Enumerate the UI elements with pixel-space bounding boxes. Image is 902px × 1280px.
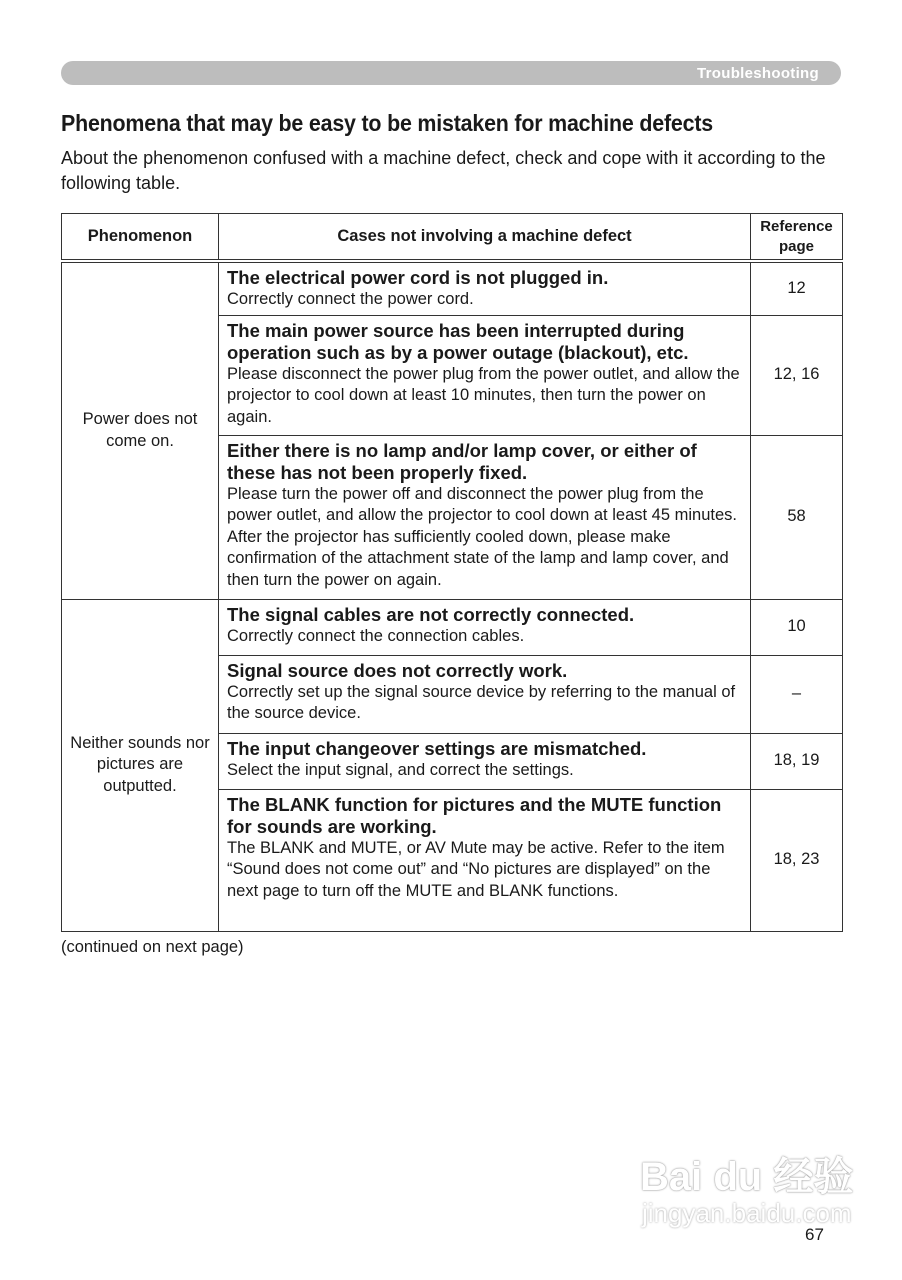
case-description: Select the input signal, and correct the settings. [227, 760, 574, 779]
case-title: The input changeover settings are mismatched. [227, 737, 647, 759]
case-description: Correctly connect the connection cables. [227, 626, 525, 645]
case-description: Correctly connect the power cord. [227, 290, 474, 308]
case-title: The signal cables are not correctly connected. [227, 603, 635, 625]
reference-page-cell: 58 [751, 435, 843, 599]
case-cell [219, 655, 751, 733]
table-row [62, 261, 843, 315]
table-header-row [62, 214, 843, 262]
phenomenon-cell: Power does not come on. [62, 261, 219, 599]
table-row [62, 599, 843, 655]
section-header-bar [61, 61, 841, 85]
reference-page-cell: 12, 16 [751, 315, 843, 435]
case-cell [219, 733, 751, 789]
page-title: Phenomena that may be easy to be mistaken for machine defects [61, 110, 713, 136]
case-cell [219, 435, 751, 599]
case-title: Signal source does not correctly work. [227, 659, 568, 681]
header-cases: Cases not involving a machine defect [219, 214, 751, 262]
page-number: 67 [805, 1225, 824, 1244]
section-label: Troubleshooting [697, 65, 819, 82]
reference-page-cell: 18, 23 [751, 789, 843, 931]
case-cell [219, 261, 751, 315]
case-title: The electrical power cord is not plugged in. [227, 267, 609, 288]
case-description: Correctly set up the signal source device by referring to the manual of the source device. [227, 682, 736, 722]
phenomenon-cell: Neither sounds nor pictures are outputted. [62, 599, 219, 931]
reference-page-cell: 12 [751, 261, 843, 315]
case-description: The BLANK and MUTE, or AV Mute may be active. Refer to the item “Sound does not come out” and “No pictures are displayed” on the next page to turn off the MUTE and BLANK functions. [227, 838, 725, 900]
troubleshooting-table [61, 213, 843, 932]
intro-text: About the phenomenon confused with a machine defect, check and cope with it according to the following table. [61, 148, 826, 193]
reference-page-cell: 18, 19 [751, 733, 843, 789]
case-cell [219, 789, 751, 931]
header-reference-page: Reference page [751, 214, 843, 262]
case-cell [219, 315, 751, 435]
continued-note: (continued on next page) [61, 938, 244, 956]
case-title: The BLANK function for pictures and the MUTE function for sounds are working. [227, 793, 722, 837]
reference-page-cell: – [751, 655, 843, 733]
watermark-logo: Bai du 经验 [640, 1155, 854, 1199]
header-phenomenon: Phenomenon [62, 214, 219, 262]
case-title: The main power source has been interrupted during operation such as by a power outage (blackout), etc. [227, 319, 689, 363]
watermark-url: jingyan.baidu.com [642, 1198, 852, 1228]
reference-page-cell: 10 [751, 599, 843, 655]
case-description: Please turn the power off and disconnect the power plug from the power outlet, and allow the projector to cool down at least 45 minutes. After the projector has sufficiently cooled down, please make confirmation of the attachment state of the lamp and lamp cover, and then turn the power on again. [227, 484, 737, 589]
case-description: Please disconnect the power plug from the power outlet, and allow the projector to cool down at least 10 minutes, then turn the power on again. [227, 364, 740, 426]
case-cell [219, 599, 751, 655]
case-title: Either there is no lamp and/or lamp cover, or either of these has not been properly fixed. [227, 439, 697, 483]
